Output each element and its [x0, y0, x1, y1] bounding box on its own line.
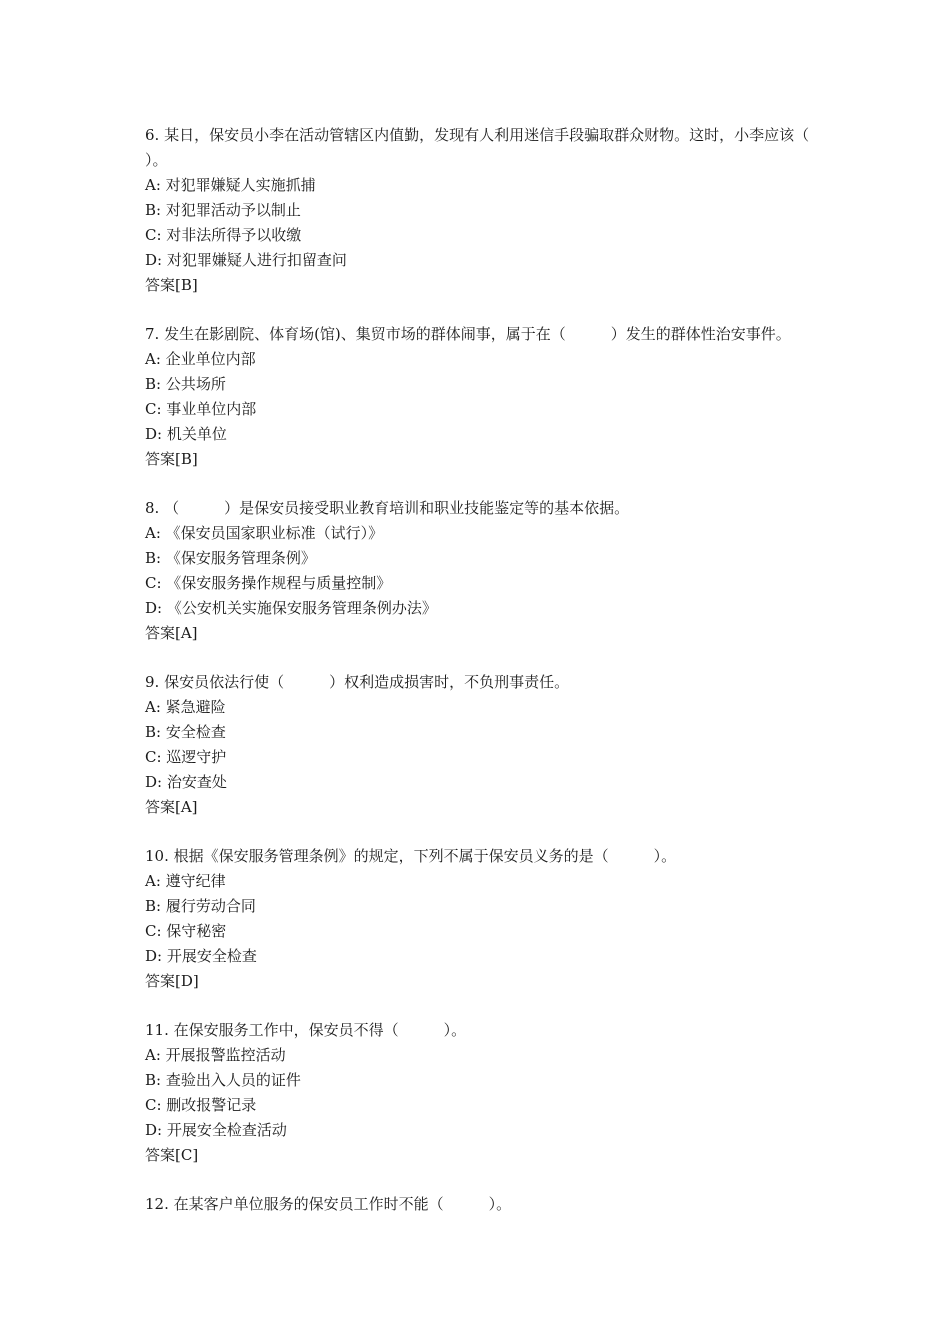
option-c: C: 保守秘密 — [145, 922, 227, 940]
question-stem: 8. （ ）是保安员接受职业教育培训和职业技能鉴定等的基本依据。 — [145, 499, 630, 517]
answer: 答案[C] — [145, 1146, 199, 1164]
answer: 答案[A] — [145, 624, 198, 642]
option-b: B: 《保安服务管理条例》 — [145, 549, 316, 567]
question-stem: 10. 根据《保安服务管理条例》的规定，下列不属于保安员义务的是（ ）。 — [145, 847, 677, 865]
question-7 — [145, 322, 815, 472]
question-9 — [145, 670, 815, 820]
option-c: C: 删改报警记录 — [145, 1096, 257, 1114]
option-c: C: 对非法所得予以收缴 — [145, 226, 302, 244]
question-10 — [145, 844, 815, 994]
option-b: B: 公共场所 — [145, 375, 226, 393]
option-d: D: 开展安全检查 — [145, 947, 257, 965]
question-11 — [145, 1018, 815, 1168]
answer: 答案[D] — [145, 972, 199, 990]
option-a: A: 遵守纪律 — [145, 872, 226, 890]
option-b: B: 安全检查 — [145, 723, 226, 741]
document-page — [145, 123, 855, 1241]
option-d: D: 《公安机关实施保安服务管理条例办法》 — [145, 599, 437, 617]
option-a: A: 对犯罪嫌疑人实施抓捕 — [145, 176, 316, 194]
question-stem: 11. 在保安服务工作中，保安员不得（ ）。 — [145, 1021, 467, 1039]
option-c: C: 巡逻守护 — [145, 748, 227, 766]
option-d: D: 机关单位 — [145, 425, 227, 443]
option-a: A: 紧急避险 — [145, 698, 226, 716]
option-a: A: 《保安员国家职业标准（试行）》 — [145, 524, 384, 542]
option-c: C: 《保安服务操作规程与质量控制》 — [145, 574, 392, 592]
option-d: D: 开展安全检查活动 — [145, 1121, 287, 1139]
answer: 答案[B] — [145, 450, 198, 468]
option-c: C: 事业单位内部 — [145, 400, 257, 418]
question-stem: 9. 保安员依法行使（ ）权利造成损害时，不负刑事责任。 — [145, 673, 570, 691]
question-8 — [145, 496, 815, 646]
option-b: B: 履行劳动合同 — [145, 897, 256, 915]
question-stem: 7. 发生在影剧院、体育场(馆)、集贸市场的群体闹事，属于在（ ）发生的群体性治安事件。 — [145, 325, 791, 343]
option-a: A: 开展报警监控活动 — [145, 1046, 286, 1064]
option-d: D: 治安查处 — [145, 773, 227, 791]
question-12 — [145, 1192, 815, 1217]
option-b: B: 对犯罪活动予以制止 — [145, 201, 301, 219]
question-6 — [145, 123, 855, 298]
option-b: B: 查验出入人员的证件 — [145, 1071, 301, 1089]
option-a: A: 企业单位内部 — [145, 350, 256, 368]
option-d: D: 对犯罪嫌疑人进行扣留查问 — [145, 251, 347, 269]
question-stem: 6. 某日，保安员小李在活动管辖区内值勤，发现有人利用迷信手段骗取群众财物。这时，小李应该（ ）。 — [145, 126, 855, 169]
question-stem: 12. 在某客户单位服务的保安员工作时不能（ ）。 — [145, 1195, 512, 1213]
answer: 答案[A] — [145, 798, 198, 816]
answer: 答案[B] — [145, 276, 198, 294]
